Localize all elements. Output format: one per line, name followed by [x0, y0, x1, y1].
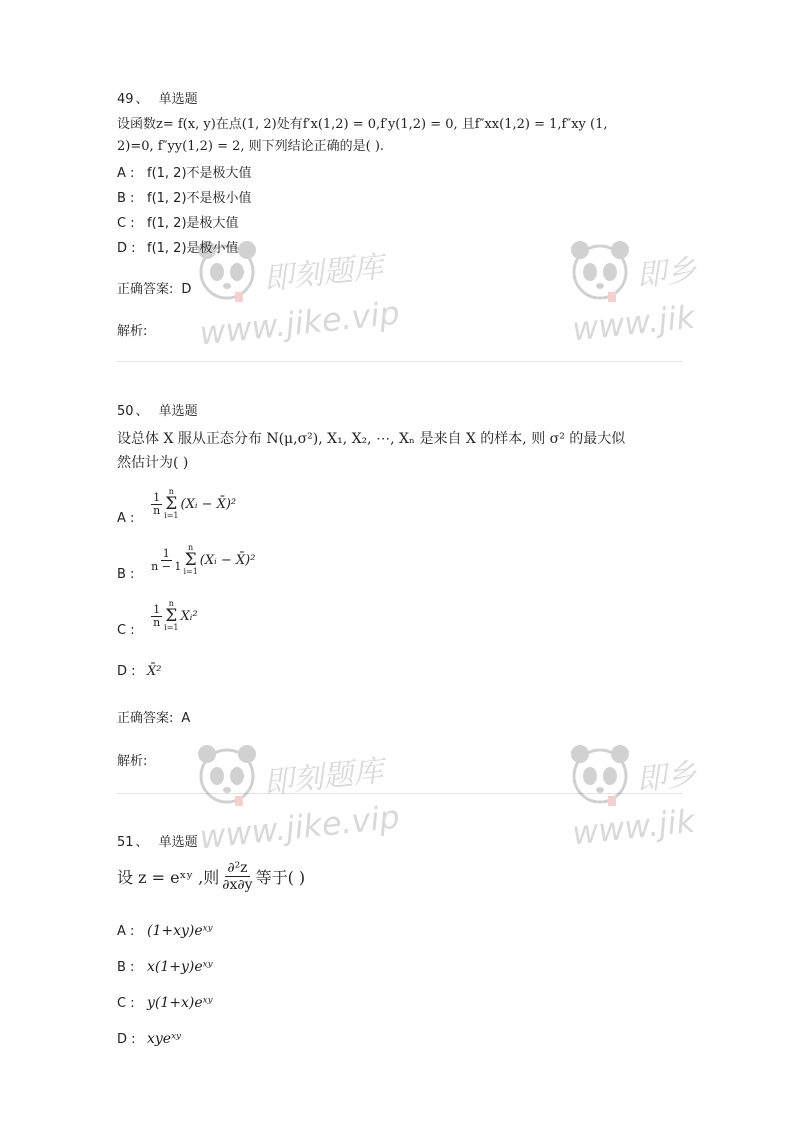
option-letter: B : — [117, 960, 135, 975]
option-letter: B : — [117, 566, 135, 582]
answer-value: D — [181, 282, 192, 297]
option-formula: x(1+y)eˣʸ — [147, 959, 213, 975]
option-letter: D : — [117, 241, 136, 256]
question-type: 单选题 — [158, 835, 198, 850]
fraction-denominator: n − 1 — [151, 559, 182, 573]
option-d[interactable] — [117, 237, 239, 256]
sigma-lower: i=1 — [164, 511, 179, 520]
analysis-label: 解析: — [117, 324, 148, 339]
question-51 — [117, 831, 682, 1071]
stem-prefix: 设 z = eˣʸ ,则 — [117, 868, 220, 887]
fraction-numerator: 1 — [153, 490, 161, 504]
summation-sign: n Σ i=1 — [164, 487, 179, 520]
option-formula — [151, 599, 198, 632]
option-formula: xyeˣʸ — [147, 1031, 182, 1047]
option-formula: y(1+x)eˣʸ — [147, 995, 213, 1011]
question-49 — [117, 88, 682, 358]
stem-suffix: 等于( ) — [255, 868, 306, 887]
question-separator: 、 — [135, 835, 149, 850]
sigma-upper: n — [168, 599, 174, 608]
summand: (Xᵢ − X̄)² — [180, 496, 237, 512]
question-number: 50 — [117, 404, 134, 419]
watermark-url: www.jike.vip — [197, 797, 402, 857]
option-b[interactable] — [117, 959, 213, 975]
stem-line-1: 设函数z= f(x, y)在点(1, 2)处有f′x(1,2) = 0,f′y(1,2) = 0, 且f″xx(1,2) = 1,f″xy (1, — [117, 117, 608, 132]
watermark-url-partial: www.jik — [570, 801, 697, 853]
option-c[interactable] — [117, 599, 198, 638]
option-c[interactable] — [117, 212, 239, 231]
question-separator: 、 — [135, 92, 149, 107]
question-divider — [117, 793, 682, 794]
question-stem — [117, 427, 682, 475]
summand: Xᵢ² — [180, 608, 198, 624]
option-letter: A : — [117, 510, 135, 526]
option-letter: B : — [117, 191, 135, 206]
watermark-brand: 即刻题库 — [261, 753, 385, 802]
question-50 — [117, 400, 682, 780]
option-a[interactable] — [117, 162, 252, 181]
answer-label: 正确答案: — [117, 282, 174, 297]
watermark-brand-partial: 即乡 — [634, 756, 699, 799]
question-header — [117, 831, 682, 850]
fraction-numerator: 1 — [162, 546, 170, 560]
option-letter: D : — [117, 1032, 136, 1047]
stem-line-1: 设总体 X 服从正态分布 N(μ,σ²), X₁, X₂, ⋯, Xₙ 是来自 X 的样本, 则 σ² 的最大似 — [117, 431, 626, 447]
option-letter: D : — [117, 664, 136, 679]
option-b[interactable] — [117, 543, 256, 582]
option-letter: C : — [117, 622, 135, 638]
fraction-denominator: n — [153, 503, 161, 517]
option-letter: A : — [117, 166, 135, 181]
question-divider — [117, 361, 682, 362]
derivative-fraction — [222, 860, 252, 893]
watermark-url: www.jike.vip — [197, 293, 402, 353]
fraction-denominator: n — [153, 615, 161, 629]
question-separator: 、 — [135, 404, 149, 419]
option-b[interactable] — [117, 187, 252, 206]
watermark-url-partial: www.jik — [570, 297, 697, 349]
stem-line-2: 2)=0, f″yy(1,2) = 2, 则下列结论正确的是( ). — [117, 139, 385, 154]
option-formula: (1+xy)eˣʸ — [147, 923, 213, 939]
watermark-brand: 即刻题库 — [261, 249, 385, 298]
analysis-label: 解析: — [117, 754, 148, 769]
option-d[interactable] — [117, 1031, 181, 1047]
watermark-brand-partial: 即乡 — [634, 252, 699, 295]
fraction — [151, 492, 162, 517]
option-a[interactable] — [117, 487, 237, 526]
sigma-lower: i=1 — [183, 567, 198, 576]
sigma-lower: i=1 — [164, 623, 179, 632]
option-c[interactable] — [117, 995, 213, 1011]
option-letter: C : — [117, 216, 135, 231]
question-type: 单选题 — [158, 92, 198, 107]
fraction — [151, 548, 181, 573]
fraction-numerator: 1 — [153, 602, 161, 616]
question-header — [117, 88, 682, 107]
option-letter: C : — [117, 996, 135, 1011]
option-text: f(1, 2)是极小值 — [147, 241, 239, 256]
fraction-denominator: ∂x∂y — [222, 877, 253, 893]
stem-line-2: 然估计为( ) — [117, 455, 189, 471]
answer-value: A — [181, 711, 191, 726]
summand: (Xᵢ − X̄)² — [199, 552, 256, 568]
option-text: f(1, 2)是极大值 — [147, 216, 239, 231]
fraction-numerator: ∂²z — [227, 860, 248, 876]
summation-sign: n Σ i=1 — [183, 543, 198, 576]
question-type: 单选题 — [158, 404, 198, 419]
correct-answer — [117, 707, 190, 726]
sigma-upper: n — [168, 487, 174, 496]
question-number: 49 — [117, 92, 134, 107]
question-stem — [117, 114, 682, 158]
question-number: 51 — [117, 835, 134, 850]
option-formula — [151, 487, 237, 520]
sigma-upper: n — [188, 543, 194, 552]
option-formula — [151, 543, 256, 576]
question-stem — [117, 860, 682, 893]
option-text: f(1, 2)不是极小值 — [147, 191, 252, 206]
answer-label: 正确答案: — [117, 711, 174, 726]
option-d[interactable] — [117, 664, 161, 679]
option-letter: A : — [117, 924, 135, 939]
correct-answer — [117, 278, 191, 297]
option-a[interactable] — [117, 923, 213, 939]
question-header — [117, 400, 682, 419]
fraction — [151, 604, 162, 629]
summation-sign: n Σ i=1 — [164, 599, 179, 632]
option-text: f(1, 2)不是极大值 — [147, 166, 252, 181]
option-formula: X̄² — [147, 664, 162, 679]
